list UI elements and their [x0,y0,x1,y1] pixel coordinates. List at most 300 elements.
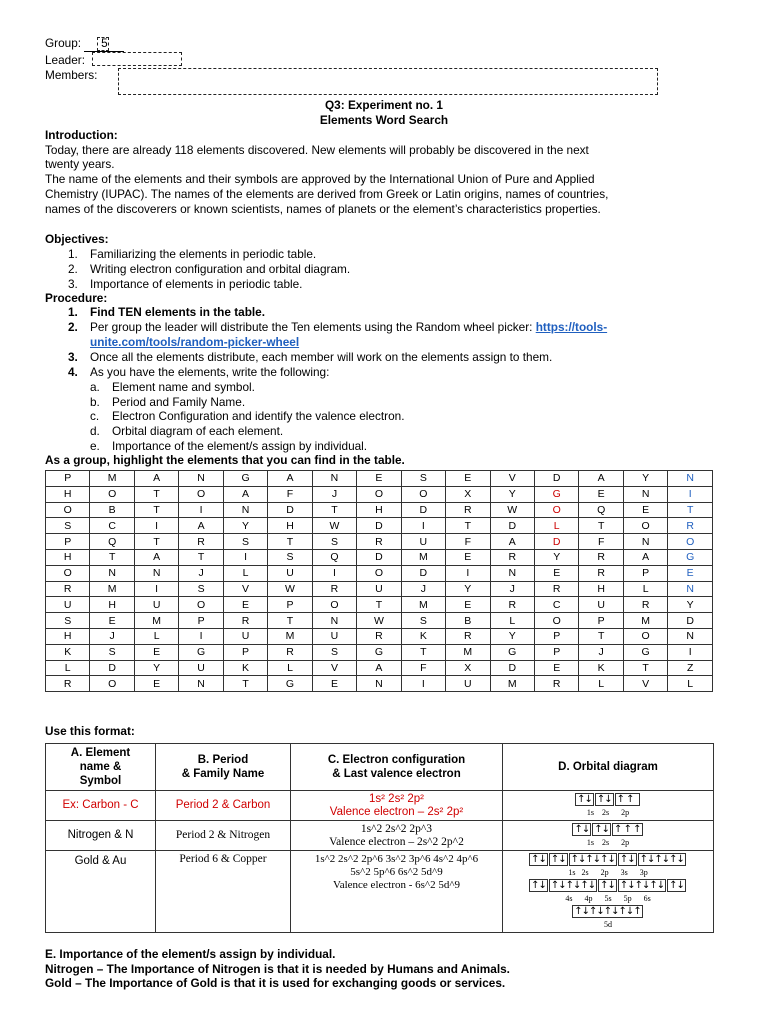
grid-cell[interactable]: P [179,613,223,629]
group-highlight-note: As a group, highlight the elements that you can find in the table. [45,453,405,467]
grid-cell[interactable]: H [90,597,134,613]
grid-cell[interactable]: L [268,660,312,676]
grid-cell[interactable]: U [579,597,623,613]
objective-item [68,277,302,292]
grid-cell[interactable]: P [623,565,667,581]
grid-cell[interactable]: O [534,502,578,518]
random-picker-link-cont[interactable]: unite.com/tools/random-picker-wheel [90,335,300,349]
grid-cell[interactable]: R [46,581,90,597]
grid-cell[interactable]: N [312,613,356,629]
grid-cell[interactable]: U [357,581,401,597]
grid-cell[interactable]: T [312,502,356,518]
grid-cell[interactable]: N [312,471,356,487]
grid-cell[interactable]: M [490,676,534,692]
grid-cell[interactable]: U [223,628,267,644]
grid-cell[interactable]: Y [668,597,713,613]
grid-cell[interactable]: L [134,628,178,644]
grid-cell[interactable]: R [490,549,534,565]
col-header-period [156,744,291,791]
grid-cell[interactable]: N [179,471,223,487]
grid-cell[interactable]: O [179,597,223,613]
orbital-label: 2p [621,837,630,847]
grid-cell[interactable]: K [401,628,445,644]
grid-cell[interactable]: P [268,597,312,613]
grid-cell[interactable]: T [134,502,178,518]
grid-cell[interactable]: A [623,549,667,565]
grid-cell[interactable]: Q [312,549,356,565]
grid-cell[interactable]: W [357,613,401,629]
grid-cell[interactable]: G [268,676,312,692]
grid-cell[interactable]: Y [534,549,578,565]
grid-cell[interactable]: R [579,565,623,581]
objective-item [68,247,316,262]
grid-cell[interactable]: T [401,644,445,660]
grid-cell[interactable]: B [90,502,134,518]
procedure-step [68,320,607,335]
grid-cell[interactable]: E [134,676,178,692]
grid-cell[interactable]: E [446,549,490,565]
procedure-sub [90,439,367,454]
config-text: 1s² 2s² 2p² [369,792,424,805]
grid-cell[interactable]: T [134,534,178,550]
grid-cell[interactable]: A [490,534,534,550]
grid-row [46,565,713,581]
grid-cell[interactable]: H [268,518,312,534]
grid-cell[interactable]: S [179,581,223,597]
grid-cell[interactable]: A [579,471,623,487]
grid-cell[interactable]: U [46,597,90,613]
grid-cell[interactable]: N [134,565,178,581]
header-text: B. Period [197,754,249,766]
grid-cell[interactable]: U [312,628,356,644]
grid-cell[interactable]: H [46,486,90,502]
grid-cell[interactable]: D [401,502,445,518]
grid-cell[interactable]: R [446,628,490,644]
grid-cell[interactable]: J [401,581,445,597]
grid-cell[interactable]: N [223,502,267,518]
grid-cell[interactable]: K [46,644,90,660]
grid-cell[interactable]: L [668,676,713,692]
grid-cell[interactable]: K [223,660,267,676]
grid-cell[interactable]: R [312,581,356,597]
sub-text: Importance of the element/s assign by individual. [112,439,368,453]
grid-cell[interactable]: M [401,549,445,565]
grid-cell[interactable]: C [534,597,578,613]
sub-letter: b. [90,395,100,409]
grid-cell[interactable]: T [223,676,267,692]
orbital-label: 5p [623,894,632,903]
grid-cell[interactable]: T [579,628,623,644]
grid-cell[interactable]: R [668,518,713,534]
orbital-label: 5s [604,894,612,903]
grid-cell[interactable]: S [90,644,134,660]
grid-cell[interactable]: R [223,613,267,629]
grid-cell[interactable]: E [623,502,667,518]
grid-cell[interactable]: G [357,644,401,660]
grid-cell[interactable]: M [134,613,178,629]
grid-cell[interactable]: J [579,644,623,660]
leader-field[interactable] [92,52,182,66]
grid-cell[interactable]: T [579,518,623,534]
grid-cell[interactable]: W [490,502,534,518]
grid-cell[interactable]: E [90,613,134,629]
grid-cell[interactable]: I [134,518,178,534]
grid-cell[interactable]: O [623,518,667,534]
orbital-labels [505,866,711,879]
sub-text: Element name and symbol. [112,380,255,394]
grid-cell[interactable]: Q [90,534,134,550]
importance-heading: E. Importance of the element/s assign by individual. [45,947,336,961]
grid-cell[interactable]: G [223,471,267,487]
grid-cell[interactable]: D [490,660,534,676]
grid-cell[interactable]: E [668,565,713,581]
header-text: & Last valence electron [332,768,461,780]
grid-cell[interactable]: I [179,628,223,644]
header-text: A. Element [70,747,131,759]
grid-cell[interactable]: Z [668,660,713,676]
table-row [46,791,714,821]
grid-cell[interactable]: I [401,676,445,692]
step-number: 2. [68,320,78,334]
orbital-label: 2p [621,807,630,817]
grid-cell[interactable]: N [623,534,667,550]
grid-cell[interactable]: W [268,581,312,597]
grid-cell[interactable]: V [223,581,267,597]
grid-cell[interactable]: V [312,660,356,676]
grid-cell[interactable]: R [446,502,490,518]
grid-cell[interactable]: D [357,549,401,565]
grid-cell[interactable]: Y [223,518,267,534]
grid-cell[interactable]: R [490,597,534,613]
sub-letter: c. [90,409,100,423]
grid-cell[interactable]: Y [490,486,534,502]
grid-cell[interactable]: N [357,676,401,692]
grid-cell[interactable]: U [268,565,312,581]
sub-letter: a. [90,380,100,394]
grid-cell[interactable]: E [312,676,356,692]
step-text: Once all the elements distribute, each member will work on the elements assign to them. [90,350,553,364]
grid-cell[interactable]: P [223,644,267,660]
grid-cell[interactable]: A [134,471,178,487]
grid-cell[interactable]: U [179,660,223,676]
grid-cell[interactable]: X [446,660,490,676]
grid-cell[interactable]: O [46,565,90,581]
grid-cell[interactable]: S [312,644,356,660]
grid-cell[interactable]: B [446,613,490,629]
grid-cell[interactable]: E [357,471,401,487]
grid-cell[interactable]: F [268,486,312,502]
procedure-step [68,305,265,320]
grid-cell[interactable]: C [90,518,134,534]
grid-cell[interactable]: S [46,613,90,629]
grid-cell[interactable]: V [623,676,667,692]
grid-cell[interactable]: A [179,518,223,534]
group-field-box[interactable] [97,37,109,51]
orbital-label: 1s [568,868,576,877]
header-text: & Family Name [181,768,265,780]
grid-cell[interactable]: F [401,660,445,676]
valence-text: Valence electron – 2s² 2p² [329,805,464,818]
grid-cell[interactable]: N [490,565,534,581]
random-picker-link[interactable]: https://tools- [535,320,608,334]
grid-cell[interactable]: N [179,676,223,692]
grid-cell[interactable]: T [668,502,713,518]
grid-cell[interactable]: T [134,486,178,502]
procedure-sub [90,409,404,424]
grid-row [46,502,713,518]
grid-cell[interactable]: J [312,486,356,502]
grid-cell[interactable]: D [268,502,312,518]
grid-cell[interactable]: I [134,581,178,597]
grid-row [46,644,713,660]
grid-cell[interactable]: M [90,581,134,597]
grid-cell[interactable]: Y [134,660,178,676]
grid-cell[interactable]: L [223,565,267,581]
grid-cell[interactable]: K [579,660,623,676]
grid-cell[interactable]: O [668,534,713,550]
grid-cell[interactable]: Y [446,581,490,597]
objective-number: 3. [68,277,78,291]
procedure-step [68,350,552,365]
procedure-heading: Procedure: [45,291,108,305]
grid-cell[interactable]: S [401,613,445,629]
orbital-label: 2s [602,807,610,817]
orbital-diagram-gold-row3: ↑↓↑↓↑↓↑↓↑ [574,906,641,917]
grid-cell[interactable]: R [357,628,401,644]
grid-cell[interactable]: H [46,628,90,644]
grid-cell[interactable]: E [534,565,578,581]
grid-cell[interactable]: R [623,597,667,613]
intro-text: twenty years. [45,157,115,171]
grid-cell[interactable]: T [268,613,312,629]
grid-cell[interactable]: N [623,486,667,502]
grid-cell[interactable]: D [490,518,534,534]
grid-cell[interactable]: A [268,471,312,487]
grid-cell[interactable]: T [179,549,223,565]
grid-cell[interactable]: H [357,502,401,518]
grid-cell[interactable]: J [179,565,223,581]
grid-cell[interactable]: M [446,644,490,660]
grid-cell[interactable]: W [312,518,356,534]
grid-cell[interactable]: O [90,676,134,692]
grid-cell[interactable]: D [534,534,578,550]
grid-cell[interactable]: E [579,486,623,502]
grid-cell[interactable]: L [46,660,90,676]
grid-cell[interactable]: F [579,534,623,550]
grid-cell[interactable]: P [46,534,90,550]
grid-cell[interactable]: S [268,549,312,565]
grid-cell[interactable]: T [268,534,312,550]
procedure-sub [90,424,283,439]
grid-cell[interactable]: I [223,549,267,565]
sub-letter: d. [90,424,100,438]
grid-row [46,486,713,502]
grid-cell[interactable]: L [579,676,623,692]
grid-cell[interactable]: L [623,581,667,597]
grid-cell[interactable]: I [312,565,356,581]
grid-cell[interactable]: I [668,644,713,660]
grid-row [46,534,713,550]
grid-cell[interactable]: E [223,597,267,613]
grid-cell[interactable]: N [668,581,713,597]
grid-cell[interactable]: R [268,644,312,660]
grid-cell[interactable]: Q [579,502,623,518]
step-text: Find TEN elements in the table. [90,305,266,319]
leader-label: Leader: [45,53,86,67]
grid-cell[interactable]: O [90,486,134,502]
grid-cell[interactable]: G [490,644,534,660]
grid-cell[interactable]: L [490,613,534,629]
grid-cell[interactable]: P [534,628,578,644]
orbital-label: 4s [565,894,573,903]
grid-cell[interactable]: T [357,597,401,613]
grid-cell[interactable]: E [446,471,490,487]
grid-cell[interactable]: X [446,486,490,502]
grid-cell[interactable]: M [268,628,312,644]
grid-cell[interactable]: O [357,565,401,581]
grid-cell[interactable]: N [668,471,713,487]
grid-cell[interactable]: O [357,486,401,502]
element-cell: Nitrogen & N [46,821,156,851]
grid-cell[interactable]: R [534,676,578,692]
sub-text: Orbital diagram of each element. [112,424,284,438]
grid-cell[interactable]: O [623,628,667,644]
group-label: Group: [45,36,82,50]
grid-cell[interactable]: M [90,471,134,487]
objective-text: Familiarizing the elements in periodic table. [90,247,317,261]
grid-cell[interactable]: J [90,628,134,644]
col-header-config [291,744,503,791]
group-line [45,36,124,52]
orbital-label: 1s [586,837,594,847]
intro-text: Chemistry (IUPAC). The names of the elements are derived from Greek or Latin origins, names of countries, [45,187,609,201]
orbital-label: 3s [620,868,628,877]
grid-cell[interactable]: R [46,676,90,692]
grid-cell[interactable]: U [401,534,445,550]
grid-cell[interactable]: A [134,549,178,565]
intro-text: names of the discoverers or known scientists, names of planets or the element’s characteristics properties. [45,202,601,216]
grid-cell[interactable]: S [312,534,356,550]
grid-cell[interactable]: G [179,644,223,660]
procedure-step-cont [90,335,299,350]
grid-cell[interactable]: I [446,565,490,581]
grid-cell[interactable]: T [623,660,667,676]
grid-cell[interactable]: E [134,644,178,660]
grid-cell[interactable]: D [401,565,445,581]
importance-gold: Gold – The Importance of Gold is that it is used for exchanging goods or services. [45,976,506,990]
grid-cell[interactable]: M [401,597,445,613]
grid-cell[interactable]: T [446,518,490,534]
importance-nitrogen: Nitrogen – The Importance of Nitrogen is that it is needed by Humans and Animals. [45,962,510,976]
grid-cell[interactable]: I [401,518,445,534]
grid-cell[interactable]: T [90,549,134,565]
config-cell [291,851,503,933]
header-text: C. Electron configuration [327,754,466,766]
orbital-diagram-gold-row1: ↑↓ ↑↓ ↑↓↑↓↑↓ ↑↓ ↑↓↑↓↑↓ [531,854,684,865]
grid-cell[interactable]: Y [623,471,667,487]
grid-cell[interactable]: G [668,549,713,565]
grid-cell[interactable]: I [668,486,713,502]
grid-cell[interactable]: J [490,581,534,597]
table-row [46,821,714,851]
grid-cell[interactable]: E [446,597,490,613]
grid-cell[interactable]: H [579,581,623,597]
step-text: Per group the leader will distribute the Ten elements using the Random wheel picker: [90,320,536,334]
grid-cell[interactable]: O [534,613,578,629]
word-search-grid [45,470,713,692]
orbital-label: 2p [600,868,609,877]
grid-cell[interactable]: H [46,549,90,565]
grid-cell[interactable]: A [223,486,267,502]
objective-number: 2. [68,262,78,276]
grid-cell[interactable]: O [312,597,356,613]
orbital-labels [505,806,711,819]
grid-cell[interactable]: A [357,660,401,676]
grid-cell[interactable]: P [534,644,578,660]
orbital-cell [503,851,714,933]
grid-cell[interactable]: M [623,613,667,629]
grid-cell[interactable]: D [357,518,401,534]
grid-cell[interactable]: S [46,518,90,534]
grid-cell[interactable]: R [357,534,401,550]
orbital-label: 1s [586,807,594,817]
grid-cell[interactable]: P [579,613,623,629]
grid-cell[interactable]: O [179,486,223,502]
procedure-sub [90,395,245,410]
grid-cell[interactable]: U [134,597,178,613]
members-field[interactable] [118,68,658,95]
grid-cell[interactable]: R [534,581,578,597]
members-label: Members: [45,68,98,82]
orbital-diagram-nitrogen: ↑↓ ↑↓ ↑ ↑ ↑ [574,823,641,835]
grid-cell[interactable]: U [446,676,490,692]
grid-cell[interactable]: R [579,549,623,565]
step-number: 4. [68,365,78,379]
experiment-title: Q3: Experiment no. 1 [325,98,443,112]
grid-cell[interactable]: S [223,534,267,550]
format-table [45,743,714,933]
grid-cell[interactable]: D [534,471,578,487]
objective-text: Writing electron configuration and orbital diagram. [90,262,351,276]
orbital-label: 6s [643,894,651,903]
period-cell: Period 6 & Copper [156,851,291,933]
col-header-element [46,744,156,791]
grid-cell[interactable]: Y [490,628,534,644]
grid-cell[interactable]: P [46,471,90,487]
grid-cell[interactable]: I [179,502,223,518]
grid-cell[interactable]: E [534,660,578,676]
grid-row [46,597,713,613]
grid-cell[interactable]: V [490,471,534,487]
grid-cell[interactable]: N [90,565,134,581]
orbital-cell [503,791,714,821]
grid-cell[interactable]: F [446,534,490,550]
grid-cell[interactable]: L [534,518,578,534]
grid-row [46,676,713,692]
grid-cell[interactable]: D [668,613,713,629]
orbital-labels [505,836,711,849]
grid-cell[interactable]: G [534,486,578,502]
period-cell: Period 2 & Nitrogen [156,821,291,851]
grid-cell[interactable]: N [668,628,713,644]
config-text: 1s^2 2s^2 2p^3 [360,822,433,835]
grid-cell[interactable]: O [46,502,90,518]
grid-cell[interactable]: G [623,644,667,660]
grid-cell[interactable]: S [401,471,445,487]
grid-cell[interactable]: R [179,534,223,550]
grid-cell[interactable]: D [90,660,134,676]
grid-cell[interactable]: O [401,486,445,502]
